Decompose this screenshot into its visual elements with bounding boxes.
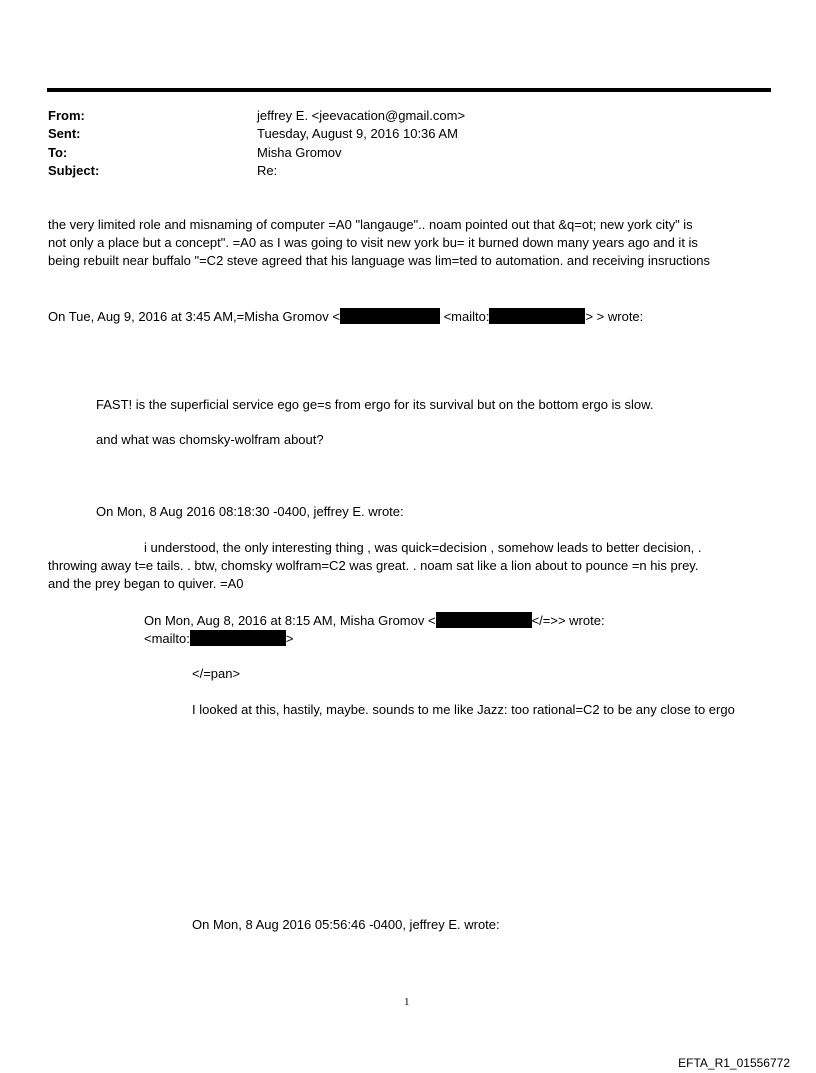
quote-header-2: On Mon, 8 Aug 2016 08:18:30 -0400, jeffrey E. wrote: (96, 504, 404, 519)
body-line: FAST! is the superficial service ego ge=s from ergo for its survival but on the bottom ergo is slow. (96, 397, 654, 412)
subject-value: Re: (257, 163, 278, 178)
body-line: and the prey began to quiver. =A0 (48, 576, 244, 591)
to-row (48, 145, 768, 163)
quote-header-1 (48, 308, 643, 324)
body-line: not only a place but a concept". =A0 as I was going to visit new york bu= it burned down many years ago and it is (48, 235, 698, 250)
body-line: I looked at this, hastily, maybe. sounds to me like Jazz: too rational=C2 to be any close to ergo (192, 702, 735, 717)
quote-header-end: </=>> wrote: (531, 613, 605, 628)
redaction-block (436, 612, 532, 628)
to-label: To: (48, 145, 68, 160)
body-line: and what was chomsky-wolfram about? (96, 432, 324, 447)
body-line: </=pan> (192, 666, 241, 681)
from-value: jeffrey E. <jeevacation@gmail.com> (257, 108, 466, 123)
quote-header-4: On Mon, 8 Aug 2016 05:56:46 -0400, jeffrey E. wrote: (192, 917, 500, 932)
body-line: being rebuilt near buffalo "=C2 steve agreed that his language was lim=ted to automation. and receiving insructions (48, 253, 711, 268)
redaction-block (489, 308, 585, 324)
mailto-text: <mailto: (144, 631, 190, 646)
from-row (48, 108, 768, 126)
body-line: i understood, the only interesting thing , was quick=decision , somehow leads to better decision, . (144, 540, 702, 555)
body-line: the very limited role and misnaming of computer =A0 "langauge".. noam pointed out that &q=ot; new york city" is (48, 217, 693, 232)
sent-row (48, 126, 768, 144)
mailto-text: <mailto: (443, 309, 490, 324)
document-id: EFTA_R1_01556772 (678, 1056, 790, 1070)
sent-value: Tuesday, August 9, 2016 10:36 AM (257, 126, 458, 141)
redaction-block (340, 308, 440, 324)
to-value: Misha Gromov (257, 145, 342, 160)
quote-header-text: On Mon, Aug 8, 2016 at 8:15 AM, Misha Gromov < (144, 613, 436, 628)
quote-header-3 (144, 612, 605, 628)
from-label: From: (48, 108, 85, 123)
sent-label: Sent: (48, 126, 81, 141)
header-divider (47, 88, 771, 92)
body-line: throwing away t=e tails. . btw, chomsky wolfram=C2 was great. . noam sat like a lion about to pounce =n his prey. (48, 558, 699, 573)
quote-header-end: > > wrote: (585, 309, 644, 324)
subject-label: Subject: (48, 163, 100, 178)
subject-row (48, 163, 768, 181)
mailto-line (144, 630, 293, 646)
redaction-block (190, 630, 286, 646)
page-number: 1 (404, 996, 410, 1008)
mailto-end: > (285, 631, 294, 646)
quote-header-text: On Tue, Aug 9, 2016 at 3:45 AM,=Misha Gromov < (48, 309, 340, 324)
